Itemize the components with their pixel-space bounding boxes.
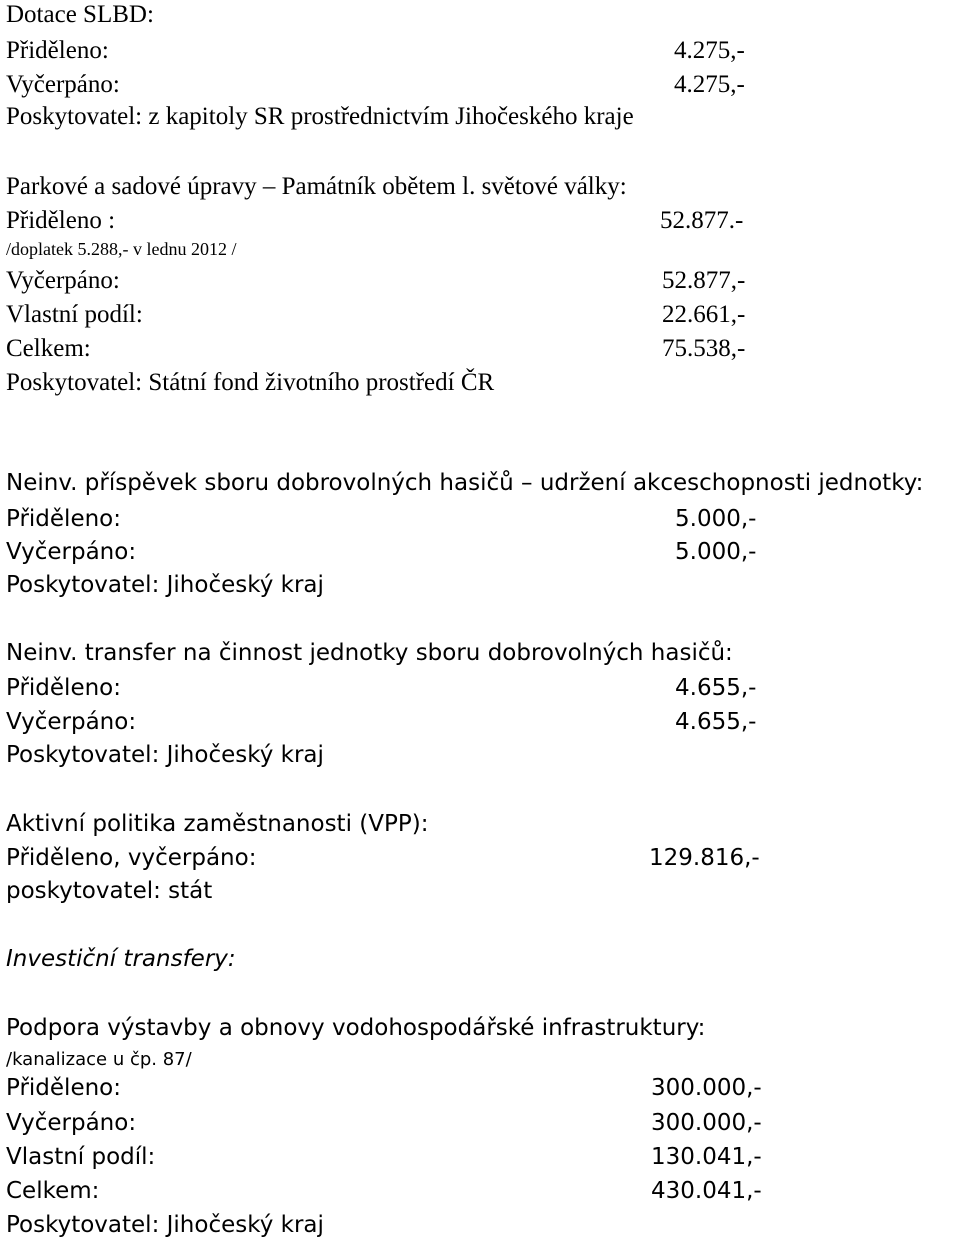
firefighters-contribution-assigned-label: Přiděleno: xyxy=(6,506,121,532)
parks-provider: Poskytovatel: Státní fond životního prostředí ČR xyxy=(6,369,495,396)
firefighters-transfer-assigned-value: 4.655,- xyxy=(675,675,757,701)
water-total-label: Celkem: xyxy=(6,1178,100,1204)
parks-spent-label: Vyčerpáno: xyxy=(6,267,120,294)
water-spent-value: 300.000,- xyxy=(651,1110,762,1136)
slbd-assigned-value: 4.275,- xyxy=(674,37,745,64)
water-total-value: 430.041,- xyxy=(651,1178,762,1204)
firefighters-contribution-title: Neinv. příspěvek sboru dobrovolných hasičů – udržení akceschopnosti jednotky: xyxy=(6,470,924,496)
firefighters-transfer-assigned-label: Přiděleno: xyxy=(6,675,121,701)
slbd-spent-value: 4.275,- xyxy=(674,71,745,98)
parks-supplement-note: /doplatek 5.288,- v lednu 2012 / xyxy=(6,239,237,259)
firefighters-contribution-spent-value: 5.000,- xyxy=(675,539,757,565)
water-provider: Poskytovatel: Jihočeský kraj xyxy=(6,1212,324,1238)
firefighters-transfer-spent-value: 4.655,- xyxy=(675,709,757,735)
firefighters-contribution-assigned-value: 5.000,- xyxy=(675,506,757,532)
parks-assigned-value: 52.877.- xyxy=(660,207,744,234)
investment-transfers-heading: Investiční transfery: xyxy=(6,946,236,972)
parks-total-label: Celkem: xyxy=(6,335,91,362)
water-own-value: 130.041,- xyxy=(651,1144,762,1170)
employment-provider: poskytovatel: stát xyxy=(6,878,213,904)
slbd-spent-label: Vyčerpáno: xyxy=(6,71,120,98)
water-subtitle: /kanalizace u čp. 87/ xyxy=(6,1049,192,1070)
water-spent-label: Vyčerpáno: xyxy=(6,1110,137,1136)
parks-own-value: 22.661,- xyxy=(662,301,746,328)
firefighters-contribution-provider: Poskytovatel: Jihočeský kraj xyxy=(6,572,324,598)
water-title: Podpora výstavby a obnovy vodohospodářské infrastruktury: xyxy=(6,1015,706,1041)
water-assigned-value: 300.000,- xyxy=(651,1075,762,1101)
parks-total-value: 75.538,- xyxy=(662,335,746,362)
parks-assigned-label: Přiděleno : xyxy=(6,207,116,234)
employment-title: Aktivní politika zaměstnanosti (VPP): xyxy=(6,811,429,837)
employment-assigned-label: Přiděleno, vyčerpáno: xyxy=(6,845,257,871)
firefighters-transfer-provider: Poskytovatel: Jihočeský kraj xyxy=(6,742,324,768)
parks-own-label: Vlastní podíl: xyxy=(6,301,143,328)
firefighters-transfer-title: Neinv. transfer na činnost jednotky sboru dobrovolných hasičů: xyxy=(6,640,733,666)
employment-assigned-value: 129.816,- xyxy=(649,845,760,871)
water-assigned-label: Přiděleno: xyxy=(6,1075,121,1101)
slbd-title: Dotace SLBD: xyxy=(6,1,154,28)
water-own-label: Vlastní podíl: xyxy=(6,1144,156,1170)
firefighters-transfer-spent-label: Vyčerpáno: xyxy=(6,709,137,735)
firefighters-contribution-spent-label: Vyčerpáno: xyxy=(6,539,137,565)
parks-title: Parkové a sadové úpravy – Památník obětem l. světové války: xyxy=(6,173,627,200)
slbd-provider: Poskytovatel: z kapitoly SR prostřednictvím Jihočeského kraje xyxy=(6,103,634,130)
slbd-assigned-label: Přiděleno: xyxy=(6,37,109,64)
parks-spent-value: 52.877,- xyxy=(662,267,746,294)
